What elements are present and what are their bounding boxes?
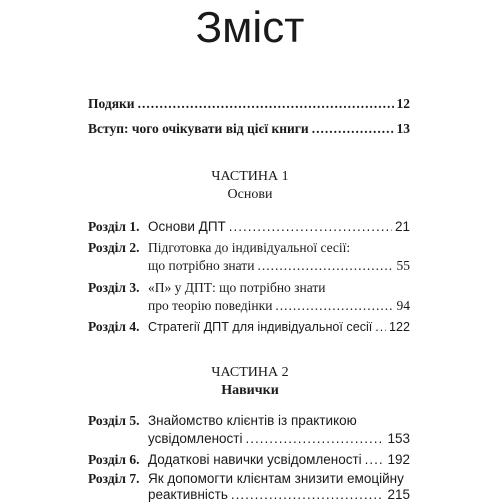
chapter-number: Розділ 7. [88,471,140,486]
leader-dots [245,430,384,448]
chapter-title: Основи ДПТ [148,219,226,234]
leader-dots [257,257,393,275]
chapter-title-line: «П» у ДПТ: що потрібно знати [148,280,326,295]
leader-dots [275,297,393,315]
toc-entry-page: 12 [396,96,410,111]
toc-entry-page: 153 [387,431,410,446]
toc-entry-chapter-2[interactable] [148,257,410,275]
toc-entry-introduction[interactable] [88,120,410,138]
leader-dots [138,95,394,113]
chapter-number: Розділ 1. [88,219,140,234]
toc-entry-acknowledgements[interactable] [88,95,410,113]
chapter-number: Розділ 2. [88,240,140,255]
chapter-number: Розділ 6. [88,452,140,467]
part-heading: ЧАСТИНА 2 [211,365,289,380]
toc-entry-page: 192 [387,452,410,467]
toc-entry-label: Вступ: чого очікувати від цієї книги [88,121,309,136]
toc-entry-label: Подяки [88,96,135,111]
chapter-title: що потрібно знати [148,258,255,273]
chapter-title-line: Як допомогти клієнтам знизити емоційну [148,471,404,486]
toc-entry-page: 215 [387,487,410,502]
chapter-number: Розділ 4. [88,319,140,334]
toc-entry-chapter-6[interactable] [148,451,410,469]
leader-dots [375,318,386,336]
leader-dots [312,120,394,138]
page-title: Зміст [195,3,305,52]
chapter-title: про теорію поведінки [148,298,273,313]
toc-entry-page: 94 [396,298,410,313]
leader-dots [365,451,385,469]
toc-entry-chapter-7[interactable] [148,486,410,504]
chapter-title-line: Підготовка до індивідуальної сесії: [148,240,351,255]
chapter-title: усвідомленості [148,431,243,446]
chapter-number: Розділ 5. [88,413,140,428]
toc-entry-chapter-3[interactable] [148,297,410,315]
leader-dots [231,486,385,504]
toc-entry-page: 55 [396,258,410,273]
part-heading: ЧАСТИНА 1 [211,169,289,184]
toc-entry-chapter-1[interactable] [148,218,410,236]
chapter-title: реактивність [148,487,228,502]
chapter-title-line: Знайомство клієнтів із практикою [148,413,357,428]
toc-entry-page: 122 [388,320,410,334]
toc-entry-chapter-4[interactable] [148,318,410,336]
chapter-number: Розділ 3. [88,280,140,295]
toc-entry-page: 13 [396,121,410,136]
toc-entry-chapter-5[interactable] [148,430,410,448]
chapter-title: Стратегії ДПТ для індивідуальної сесії [148,320,373,334]
part-subtitle: Навички [221,383,279,398]
chapter-title: Додаткові навички усвідомленості [148,452,362,467]
leader-dots [229,218,392,236]
toc-entry-page: 21 [394,219,410,234]
part-subtitle: Основи [227,187,273,202]
